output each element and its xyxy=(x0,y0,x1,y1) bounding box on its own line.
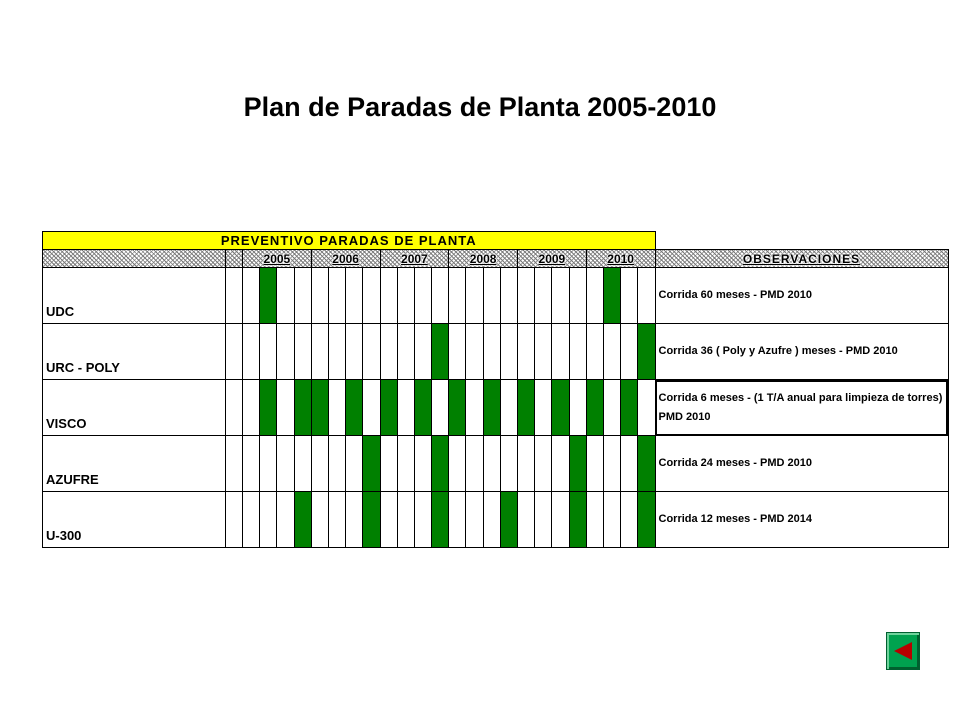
period-cell xyxy=(535,380,552,436)
period-cell xyxy=(328,436,345,492)
shutdown-marker xyxy=(432,324,449,380)
period-cell xyxy=(552,492,569,548)
blank-cell xyxy=(226,268,243,324)
period-cell xyxy=(603,324,620,380)
period-cell xyxy=(380,324,397,380)
period-cell xyxy=(603,436,620,492)
back-button[interactable] xyxy=(886,632,920,670)
shutdown-marker xyxy=(483,380,500,436)
plant-name: VISCO xyxy=(43,380,226,436)
shutdown-marker xyxy=(363,436,380,492)
period-cell xyxy=(397,268,414,324)
observation-cell: Corrida 24 meses - PMD 2010 xyxy=(655,436,948,492)
period-cell xyxy=(518,324,535,380)
shutdown-schedule-table xyxy=(42,231,949,548)
period-cell xyxy=(483,324,500,380)
period-cell xyxy=(535,492,552,548)
shutdown-marker xyxy=(294,492,311,548)
period-cell xyxy=(518,492,535,548)
period-cell xyxy=(569,268,586,324)
plant-header-cell xyxy=(43,250,226,268)
shutdown-marker xyxy=(260,380,277,436)
period-cell xyxy=(621,324,638,380)
period-cell xyxy=(311,492,328,548)
period-cell xyxy=(414,436,431,492)
year-header: 2006 xyxy=(311,250,380,268)
shutdown-marker xyxy=(586,380,603,436)
period-cell xyxy=(449,324,466,380)
period-cell xyxy=(243,436,260,492)
period-cell xyxy=(243,380,260,436)
shutdown-marker xyxy=(414,380,431,436)
banner-row xyxy=(43,232,949,250)
period-cell xyxy=(414,492,431,548)
shutdown-marker xyxy=(569,492,586,548)
period-cell xyxy=(311,268,328,324)
table-row xyxy=(43,380,949,436)
period-cell xyxy=(328,324,345,380)
period-cell xyxy=(277,324,294,380)
period-cell xyxy=(311,436,328,492)
period-cell xyxy=(638,268,655,324)
shutdown-marker xyxy=(500,492,517,548)
blank-cell xyxy=(226,380,243,436)
shutdown-marker xyxy=(346,380,363,436)
shutdown-marker xyxy=(552,380,569,436)
shutdown-marker xyxy=(363,492,380,548)
year-header: 2010 xyxy=(586,250,655,268)
period-cell xyxy=(535,268,552,324)
plant-name: U-300 xyxy=(43,492,226,548)
period-cell xyxy=(243,268,260,324)
shutdown-marker xyxy=(621,380,638,436)
shutdown-marker xyxy=(638,324,655,380)
period-cell xyxy=(432,380,449,436)
blank-header-cell xyxy=(226,250,243,268)
shutdown-marker xyxy=(432,492,449,548)
period-cell xyxy=(346,324,363,380)
table-row xyxy=(43,492,949,548)
period-cell xyxy=(311,324,328,380)
period-cell xyxy=(535,436,552,492)
period-cell xyxy=(243,492,260,548)
period-cell xyxy=(500,268,517,324)
table-row xyxy=(43,436,949,492)
period-cell xyxy=(621,436,638,492)
period-cell xyxy=(328,380,345,436)
period-cell xyxy=(277,436,294,492)
period-cell xyxy=(500,436,517,492)
period-cell xyxy=(414,324,431,380)
period-cell xyxy=(483,268,500,324)
table-banner: PREVENTIVO PARADAS DE PLANTA xyxy=(43,232,656,250)
shutdown-marker xyxy=(311,380,328,436)
period-cell xyxy=(466,380,483,436)
period-cell xyxy=(363,324,380,380)
observation-cell: Corrida 60 meses - PMD 2010 xyxy=(655,268,948,324)
period-cell xyxy=(346,268,363,324)
blank-cell xyxy=(226,324,243,380)
year-header: 2005 xyxy=(243,250,312,268)
period-cell xyxy=(569,380,586,436)
period-cell xyxy=(449,268,466,324)
period-cell xyxy=(586,492,603,548)
plant-name: URC - POLY xyxy=(43,324,226,380)
period-cell xyxy=(586,268,603,324)
period-cell xyxy=(363,268,380,324)
period-cell xyxy=(586,436,603,492)
plant-name: UDC xyxy=(43,268,226,324)
period-cell xyxy=(328,268,345,324)
plant-name: AZUFRE xyxy=(43,436,226,492)
period-cell xyxy=(363,380,380,436)
period-cell xyxy=(397,324,414,380)
period-cell xyxy=(243,324,260,380)
table-row xyxy=(43,268,949,324)
period-cell xyxy=(414,268,431,324)
period-cell xyxy=(552,324,569,380)
period-cell xyxy=(380,436,397,492)
period-cell xyxy=(346,436,363,492)
period-cell xyxy=(260,492,277,548)
period-cell xyxy=(603,492,620,548)
period-cell xyxy=(483,492,500,548)
period-cell xyxy=(569,324,586,380)
triangle-left-icon xyxy=(892,640,914,662)
period-cell xyxy=(466,492,483,548)
period-cell xyxy=(260,324,277,380)
period-cell xyxy=(380,268,397,324)
period-cell xyxy=(397,380,414,436)
period-cell xyxy=(466,268,483,324)
year-header: 2008 xyxy=(449,250,518,268)
shutdown-marker xyxy=(518,380,535,436)
observation-cell: Corrida 12 meses - PMD 2014 xyxy=(655,492,948,548)
shutdown-marker xyxy=(638,436,655,492)
shutdown-marker xyxy=(449,380,466,436)
shutdown-marker xyxy=(603,268,620,324)
period-cell xyxy=(552,436,569,492)
period-cell xyxy=(277,268,294,324)
observation-cell: Corrida 36 ( Poly y Azufre ) meses - PMD 2010 xyxy=(655,324,948,380)
period-cell xyxy=(518,268,535,324)
period-cell xyxy=(432,268,449,324)
observation-cell: Corrida 6 meses - (1 T/A anual para limpieza de torres) PMD 2010 xyxy=(655,380,948,436)
period-cell xyxy=(294,324,311,380)
period-cell xyxy=(466,436,483,492)
period-cell xyxy=(294,268,311,324)
period-cell xyxy=(397,436,414,492)
observations-header: OBSERVACIONES xyxy=(655,250,948,268)
blank-cell xyxy=(226,492,243,548)
period-cell xyxy=(483,436,500,492)
year-header-row xyxy=(43,250,949,268)
period-cell xyxy=(397,492,414,548)
shutdown-marker xyxy=(569,436,586,492)
period-cell xyxy=(277,492,294,548)
period-cell xyxy=(346,492,363,548)
year-header: 2007 xyxy=(380,250,449,268)
period-cell xyxy=(621,492,638,548)
period-cell xyxy=(466,324,483,380)
period-cell xyxy=(500,380,517,436)
period-cell xyxy=(277,380,294,436)
period-cell xyxy=(449,436,466,492)
period-cell xyxy=(586,324,603,380)
blank-cell xyxy=(226,436,243,492)
period-cell xyxy=(260,436,277,492)
period-cell xyxy=(621,268,638,324)
year-header: 2009 xyxy=(518,250,587,268)
period-cell xyxy=(518,436,535,492)
shutdown-marker xyxy=(638,492,655,548)
page-title: Plan de Paradas de Planta 2005-2010 xyxy=(243,92,717,122)
period-cell xyxy=(603,380,620,436)
table-row xyxy=(43,324,949,380)
shutdown-marker xyxy=(432,436,449,492)
shutdown-marker xyxy=(260,268,277,324)
period-cell xyxy=(638,380,655,436)
period-cell xyxy=(380,492,397,548)
period-cell xyxy=(294,436,311,492)
period-cell xyxy=(552,268,569,324)
period-cell xyxy=(449,492,466,548)
shutdown-marker xyxy=(380,380,397,436)
shutdown-marker xyxy=(294,380,311,436)
period-cell xyxy=(500,324,517,380)
period-cell xyxy=(535,324,552,380)
period-cell xyxy=(328,492,345,548)
